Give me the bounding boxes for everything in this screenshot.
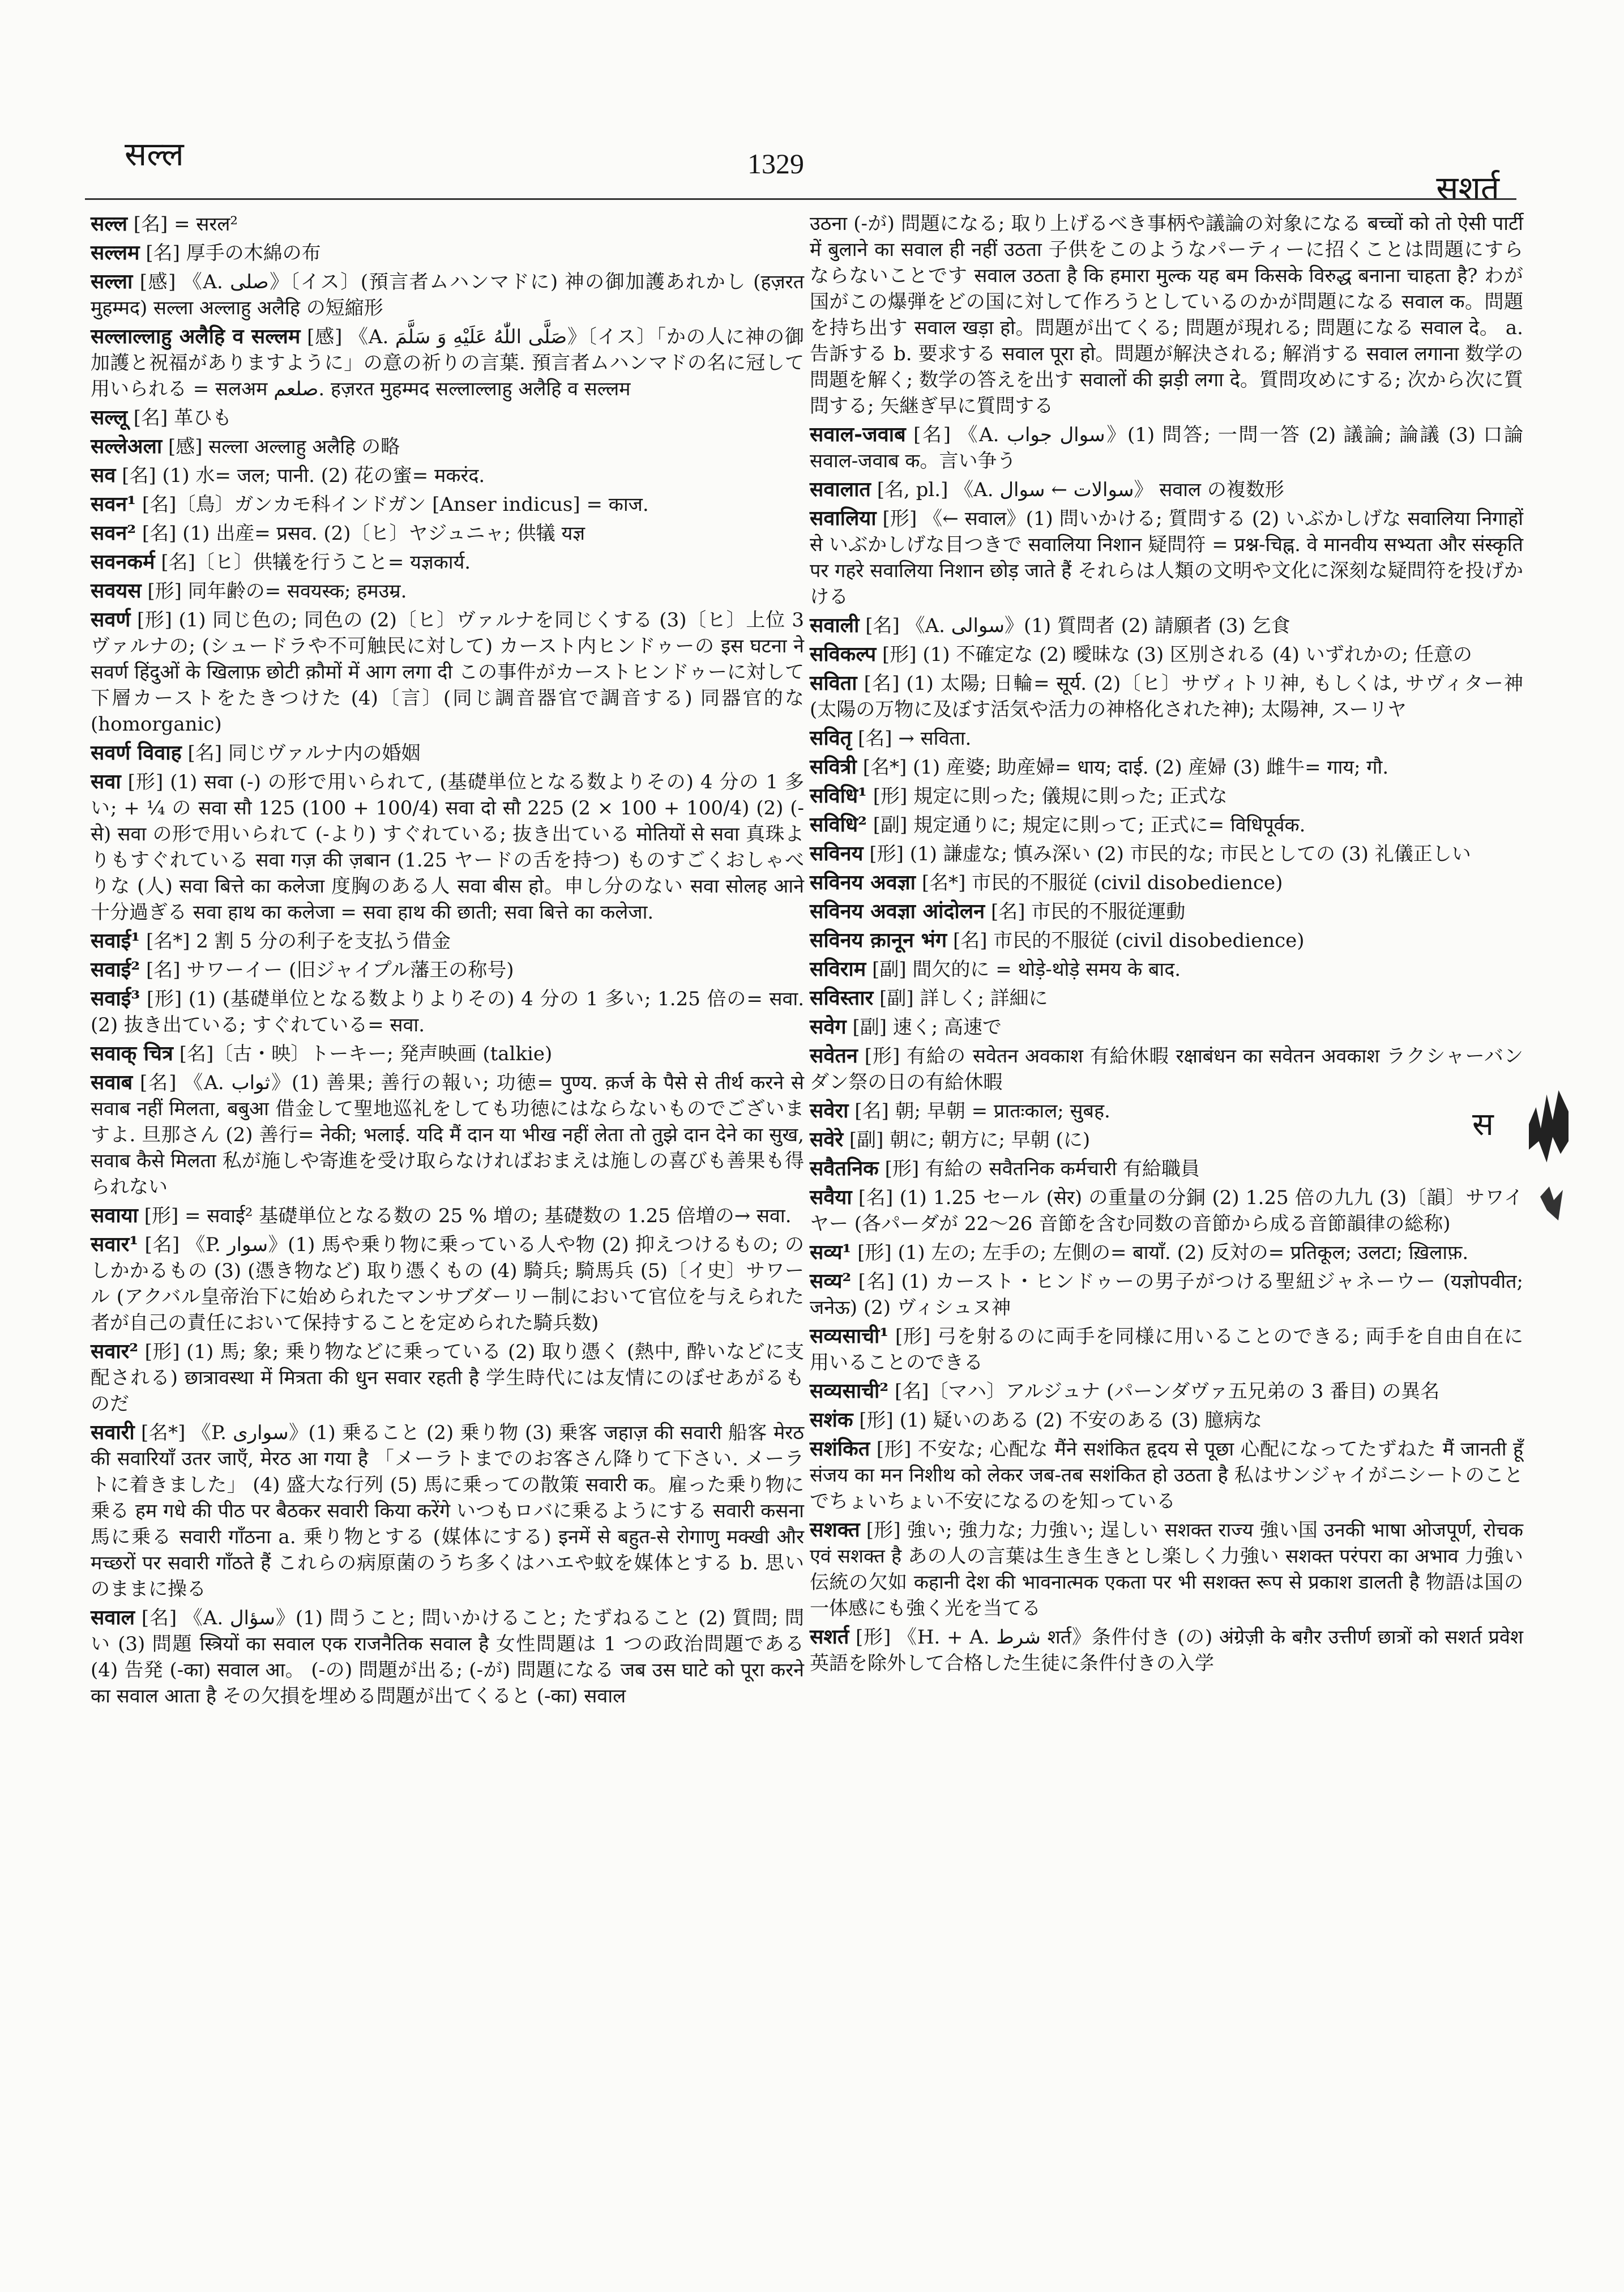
dictionary-entry xyxy=(810,1436,1523,1514)
entry-definition: [名*] 2 割 5 分の利子を支払う借金 xyxy=(146,930,451,953)
entry-headword: सवारी xyxy=(91,1420,135,1444)
dictionary-entry xyxy=(91,520,804,547)
entry-definition: [副] 速く; 高速で xyxy=(852,1016,1002,1039)
entry-definition: [感] 《A. صلى》〔イス〕(預言者ムハンマドに) 神の御加護あれかし (हज़रत मुहम्मद) सल्ला अल्लाहु अलैहि の短縮形 xyxy=(91,271,805,319)
entry-definition: [形] 強い; 強力な; 力強い; 逞しい सशक्त राज्य 強い国 उनकी भाषा ओजपूर्ण, रोचक एवं सशक्त है あの人の言葉は生き生きとし楽しく力強い सशक्त परंपरा का अभाव 力強い伝統の欠如 कहानी देश की भावनात्मक एकता पर भी सशक्त रूप से प्रकाश डालती है 物語は国の一体感にも強く光を当てる xyxy=(810,1519,1524,1620)
entry-headword: सवर्ण विवाह xyxy=(91,741,182,765)
thumb-index-tab-mark xyxy=(1540,1186,1563,1220)
dictionary-entry xyxy=(810,1155,1523,1182)
entry-headword: सवेरा xyxy=(810,1099,849,1122)
entry-definition: [名]〔鳥〕ガンカモ科インドガン [Anser indicus] = काज. xyxy=(142,493,649,516)
entry-definition: [名] (1) 太陽; 日輪= सूर्य. (2)〔ヒ〕サヴィトリ神, もしくは, サヴィター神 (太陽の万物に及ぼす活気や活力の神格化された神); 太陽神, スーリヤ xyxy=(810,672,1523,721)
dictionary-entry xyxy=(91,549,804,575)
dictionary-entry xyxy=(810,725,1523,752)
entry-headword: सवाई² xyxy=(91,958,140,981)
entry-headword: सशंक xyxy=(810,1408,853,1432)
entry-headword: सविस्तार xyxy=(810,986,874,1010)
entry-definition: [名] 《A. سؤال》(1) 問うこと; 問いかけること; たずねること (2) 質問; 問い (3) 問題 स्त्रियों का सवाल एक राजनैतिक सवाल है 女性問題は 1 つの政治問題である (4) 告発 (-का) सवाल आ。 (-の) 問題が出る; (-が) 問題になる जब उस घाटे को पूरा करने का सवाल आता है その欠損を埋める問題が出てくると (-का) सवाल xyxy=(91,1607,804,1708)
entry-headword: सवन² xyxy=(91,521,136,545)
entry-headword: सल्लू xyxy=(91,406,127,429)
entry-headword: सवर्ण xyxy=(91,608,131,631)
dictionary-entry xyxy=(91,462,804,489)
entry-definition: [名] 厚手の木綿の布 xyxy=(146,242,321,264)
entry-definition: [形] (1) 謙虚な; 慎み深い (2) 市民的な; 市民としての (3) 礼儀正しい xyxy=(869,843,1471,865)
dictionary-entry xyxy=(810,476,1523,503)
dictionary-entry xyxy=(91,1040,804,1067)
dictionary-entry xyxy=(810,1184,1523,1237)
dictionary-entry xyxy=(810,1268,1523,1321)
entry-definition: [形] 規定に則った; 儀規に則った; 正式な xyxy=(873,785,1228,808)
dictionary-entry xyxy=(91,928,804,954)
dictionary-entry xyxy=(810,641,1523,668)
entry-definition: [名] (1) 出産= प्रसव. (2)〔ヒ〕ヤジュニャ; 供犠 यज्ञ xyxy=(142,522,586,545)
entry-definition: उठना (-が) 問題になる; 取り上げるべき事柄や議論の対象になる बच्चों को तो ऐसी पार्टी में बुलाने का सवाल ही नहीं उठता 子供をこのようなパーティーに招くことは問題にすらならないことです सवाल उठता है कि हमारा मुल्क यह बम किसके विरुद्ध बनाना चाहता है? わが国がこの爆弾をどの国に対して作ろうとしているのかが問題になる सवाल क。問題を持ち出す सवाल खड़ा हो。問題が出てくる; 問題が現れる; 問題になる सवाल दे。 a. 告訴する b. 要求する सवाल पूरा हो。問題が解決される; 解消する सवाल लगाना 数学の問題を解く; 数学の答えを出す सवालों की झड़ी लगा दे。質問攻めにする; 次から次に質問する; 矢継ぎ早に質問する xyxy=(810,212,1523,417)
dictionary-entry xyxy=(91,1231,804,1336)
entry-definition: [形] (1) 疑いのある (2) 不安のある (3) 臆病な xyxy=(859,1409,1263,1432)
entry-definition: [名] 朝; 早朝 = प्रातःकाल; सुबह. xyxy=(854,1100,1110,1122)
entry-definition: [名] → सविता. xyxy=(858,727,972,750)
entry-definition: [名] 《P. سوار》(1) 馬や乗り物に乗っている人や物 (2) 抑えつけるもの; のしかかるもの (3) (憑き物など) 取り憑くもの (4) 騎兵; 騎馬兵 (5)〔イ史〕サワール (アクバル皇帝治下に始められたマンサブダーリー制において官位を与えられた者が自己の責任において保持することを定められた騎兵数) xyxy=(91,1234,804,1334)
entry-definition: [形] (1) 左の; 左手の; 左側の= बायाँ. (2) 反対の= प्रतिकूल; उलटा; ख़िलाफ़. xyxy=(857,1241,1469,1264)
entry-definition: [副] 朝に; 朝方に; 早朝 (に) xyxy=(849,1129,1091,1151)
entry-definition: [副] 詳しく; 詳細に xyxy=(879,987,1048,1010)
page-number: 1329 xyxy=(747,148,804,180)
thumb-index-tab xyxy=(1529,1090,1569,1175)
entry-definition: [名*] 市民的不服従 (civil disobedience) xyxy=(921,872,1283,894)
entry-definition: [形] 《← सवाल》(1) 問いかける; 質問する (2) いぶかしげな सवालिया निगाहों से いぶかしげな目つきで सवालिया निशान 疑問符 = प्रश्न-चिह्न. वे मानवीय सभ्यता और संस्कृति पर गहरे सवालिया निशान छोड़ जाते हैं それらは人類の文明や文化に深刻な疑問符を投げかける xyxy=(810,507,1524,608)
entry-definition: [名*] (1) 産婆; 助産婦= धाय; दाई. (2) 産婦 (3) 雌牛= गाय; गौ. xyxy=(862,756,1389,779)
entry-definition: [感] 《A. صَلَّى اللّٰهُ عَلَيْهِ وَ سَلَّمَ》〔イス〕「かの人に神の御加護と祝福がありますように」の意の祈りの言葉. 預言者ムハンマドの名に冠して用いられる = सलअम صلعم. हज़रत मुहम्मद सल्लाल्लाहु अलैहि व सल्लम xyxy=(91,326,804,400)
dictionary-entry xyxy=(91,607,804,737)
dictionary-entry xyxy=(810,1043,1523,1095)
entry-definition: [名] 《A. سوال جواب》(1) 問答; 一問一答 (2) 議論; 論議 (3) 口論 सवाल-जवाब क。言い争う xyxy=(810,424,1524,472)
entry-headword: सवाल xyxy=(91,1606,135,1629)
entry-headword: सवैतनिक xyxy=(810,1156,879,1180)
entry-definition: [名] 《A. ثواب》(1) 善果; 善行の報い; 功徳= पुण्य. क़र्ज के पैसे से तीर्थ करने से सवाब नहीं मिलता, बबुआ 借金して聖地巡礼をしても功徳にはならないものでございますよ. 旦那さん (2) 善行= नेकी; भलाई. यदि मैं दान या भीख नहीं लेता तो तुझे दान देने का सुख, सवाब कैसे मिलता 私が施しや寄進を受け取らなければおまえは施しの喜びも善果も得られない xyxy=(91,1072,804,1198)
dictionary-entry xyxy=(91,957,804,983)
entry-headword: सवा xyxy=(91,770,121,793)
dictionary-entry xyxy=(810,505,1523,610)
entry-headword: सशंकित xyxy=(810,1437,870,1461)
entry-definition: [形] 弓を射るのに両手を同様に用いることのできる; 両手を自由自在に用いることのできる xyxy=(810,1325,1523,1374)
entry-headword: सविनय अवज्ञा आंदोलन xyxy=(810,899,985,923)
dictionary-entry xyxy=(91,1338,804,1417)
entry-headword: सल्लाल्लाहु अलैहि व सल्लम xyxy=(91,325,301,348)
dictionary-entry xyxy=(91,1069,804,1200)
entry-definition: [名] 《A. سوالى》(1) 質問者 (2) 請願者 (3) 乞食 xyxy=(865,614,1290,637)
entry-definition: [形] 有給の सवेतन अवकाश 有給休暇 रक्षाबंधन का सवेतन अवकाश ラクシャーバンダン祭の日の有給休暇 xyxy=(810,1045,1524,1094)
entry-headword: सविनय क़ानून भंग xyxy=(810,928,947,952)
dictionary-entry xyxy=(91,1202,804,1229)
entry-definition: [名] (1) 1.25 セール (सेर) の重量の分銅 (2) 1.25 倍の九九 (3)〔韻〕サワイヤー (各パーダが 22〜26 音節を含む同数の音節から成る音節韻律の総称) xyxy=(810,1186,1523,1235)
entry-headword: सवनकर्म xyxy=(91,550,155,574)
dictionary-entry xyxy=(91,1604,804,1709)
dictionary-entry xyxy=(91,769,804,925)
entry-headword: सवितृ xyxy=(810,726,852,750)
dictionary-entry xyxy=(810,670,1523,723)
entry-headword: सवाली xyxy=(810,613,860,637)
entry-headword: सवाई¹ xyxy=(91,929,140,953)
entry-headword: सविकल्प xyxy=(810,642,877,666)
dictionary-entry xyxy=(810,869,1523,896)
dictionary-entry xyxy=(91,491,804,518)
entry-definition: [形] (1) 不確定な (2) 曖昧な (3) 区別される (4) いずれかの; 任意の xyxy=(882,643,1472,666)
entry-headword: सवाया xyxy=(91,1203,138,1227)
entry-definition: [名] = सरल² xyxy=(133,213,238,236)
left-running-headword: सल्ल xyxy=(125,135,184,173)
entry-definition: [名*] 《P. سوارى》(1) 乗ること (2) 乗り物 (3) 乗客 जहाज़ की सवारी 船客 मेरठ की सवारियाँ उतर जाएँ, मेरठ आ गया है 「メーラトまでのお客さん降りて下さい. メーラトに着きました」 (4) 盛大な行列 (5) 馬に乗っての散策 सवारी क。雇った乗り物に乗る हम गधे की पीठ पर बैठकर सवारी किया करेंगे いつもロバに乗るようにする सवारी कसना 馬に乗る सवारी गाँठना a. 乗り物とする (媒体にする) इनमें से बहुत-से रोगाणु मक्खी और मच्छरों पर सवारी गाँठते हैं これらの病原菌のうち多くはハエや蚊を媒体とする b. 思いのままに操る xyxy=(91,1422,804,1600)
entry-headword: सल्ला xyxy=(91,270,133,293)
dictionary-entry xyxy=(91,240,804,266)
entry-headword: सव्य² xyxy=(810,1269,852,1293)
entry-headword: सवन¹ xyxy=(91,492,136,516)
entry-headword: सवैया xyxy=(810,1185,852,1209)
dictionary-entry xyxy=(810,1098,1523,1124)
entry-headword: सवेतन xyxy=(810,1044,858,1068)
entry-definition: [形] (1) (基礎単位となる数よりよりその) 4 分の 1 多い; 1.25 倍の= सवा. (2) 抜き出ている; すぐれている= सवा. xyxy=(91,988,804,1036)
entry-definition: [感] सल्ला अल्लाहु अलैहि の略 xyxy=(168,436,400,458)
entry-headword: सवेग xyxy=(810,1015,847,1039)
dictionary-entry xyxy=(810,783,1523,809)
entry-definition: [形] 不安な; 心配な मैंने सशंकित हृदय से पूछा 心配になってたずねた मैं जानती हूँ संजय का मन निशीथ को लेकर जब-तब सशंकित हो उठता है 私はサンジャイがニシートのことでちょいちょい不安になるのを知っている xyxy=(810,1438,1524,1513)
dictionary-entry xyxy=(810,985,1523,1011)
entry-definition: [形] (1) सवा (-) の形で用いられて, (基礎単位となる数よりその) 4 分の 1 多い; + ¼ の सवा सौ 125 (100 + 100/4) सवा दो सौ 225 (2 × 100 + 100/4) (2) (-से) सवा の形で用いられて (-より) すぐれている; 抜き出ている मोतियों से सवा 真珠よりもすぐれている सवा गज़ की ज़बान (1.25 ヤードの舌を持つ) ものすごくおしゃべりな (人) सवा बित्ते का कलेजा 度胸のある人 सवा बीस हो。申し分のない सवा सोलह आने 十分過ぎる सवा हाथ का कलेजा = सवा हाथ की छाती; सवा बित्ते का कलेजा. xyxy=(91,771,804,924)
dictionary-entry xyxy=(810,1378,1523,1405)
entry-definition: [副] 規定通りに; 規定に則って; 正式に= विधिपूर्वक. xyxy=(873,814,1306,836)
entry-headword: सविनय अवज्ञा xyxy=(810,870,916,894)
dictionary-entry xyxy=(810,1323,1523,1376)
entry-headword: सव्यसाची¹ xyxy=(810,1324,889,1348)
entry-headword: सविनय xyxy=(810,842,864,865)
dictionary-entry xyxy=(91,211,804,237)
entry-headword: सशर्त xyxy=(810,1625,849,1649)
left-column xyxy=(91,211,804,1711)
entry-headword: सवाल-जवाब xyxy=(810,422,906,446)
dictionary-entry xyxy=(810,1624,1523,1676)
right-running-headword: सशर्त xyxy=(1436,169,1499,207)
entry-definition: [形] 同年齢の= सवयस्क; हमउम्र. xyxy=(147,580,407,603)
entry-definition: [名] 同じヴァルナ内の婚姻 xyxy=(187,742,421,765)
entry-headword: सवार¹ xyxy=(91,1232,139,1256)
entry-definition: [名]〔古・映〕トーキー; 発声映画 (talkie) xyxy=(179,1043,553,1065)
dictionary-entry xyxy=(810,421,1523,474)
entry-headword: सल्लेअला xyxy=(91,434,163,458)
dictionary-entry xyxy=(810,812,1523,838)
entry-headword: सव xyxy=(91,463,116,487)
entry-headword: सवेरे xyxy=(810,1128,844,1151)
dictionary-entry xyxy=(91,740,804,766)
dictionary-entry xyxy=(91,1419,804,1602)
dictionary-entry xyxy=(810,840,1523,867)
entry-definition: [名]〔マハ〕アルジュナ (パーンダヴァ五兄弟の 3 番目) の異名 xyxy=(894,1380,1440,1403)
right-column xyxy=(810,211,1523,1679)
entry-headword: सविता xyxy=(810,671,857,695)
entry-definition: [名] 市民的不服従 (civil disobedience) xyxy=(952,929,1305,952)
entry-definition: [形] (1) 馬; 象; 乗り物などに乗っている (2) 取り憑く (熱中, 酔いなどに支配される) छात्रावस्था में मित्रता की धुन सवार रहती है 学生時代には友情にのぼせあがるものだ xyxy=(91,1341,804,1415)
entry-headword: सविधि² xyxy=(810,813,867,836)
entry-headword: सवार² xyxy=(91,1339,139,1363)
dictionary-entry xyxy=(810,1014,1523,1040)
entry-definition: [副] 間欠的に = थोड़े-थोड़े समय के बाद. xyxy=(872,958,1181,981)
entry-definition: [形] 《H. + A. شرط शर्त》条件付き (の) अंग्रेज़ी के बग़ैर उत्तीर्ण छात्रों को सशर्त प्रवेश 英語を除外して合格した生徒に条件付きの入学 xyxy=(810,1626,1523,1675)
entry-headword: सवाई³ xyxy=(91,987,140,1010)
dictionary-entry xyxy=(810,1126,1523,1153)
dictionary-entry xyxy=(91,433,804,460)
page-header xyxy=(85,113,1499,207)
entry-headword: सवाब xyxy=(91,1070,133,1094)
dictionary-entry xyxy=(810,927,1523,954)
entry-headword: सवयस xyxy=(91,579,142,603)
dictionary-entry xyxy=(810,898,1523,925)
dictionary-entry xyxy=(91,985,804,1038)
dictionary-entry xyxy=(810,1517,1523,1621)
entry-headword: सवालात xyxy=(810,477,871,501)
dictionary-entry xyxy=(810,612,1523,639)
entry-headword: सवित्री xyxy=(810,755,857,779)
entry-definition: [形] = सवाई² 基礎単位となる数の 25 % 増の; 基礎数の 1.25 倍増の→ सवा. xyxy=(144,1205,792,1227)
entry-headword: सविराम xyxy=(810,957,866,981)
entry-headword: सशक्त xyxy=(810,1518,860,1542)
entry-headword: सविधि¹ xyxy=(810,784,867,808)
entry-definition: [名]〔ヒ〕供犠を行うこと= यज्ञकार्य. xyxy=(161,551,471,574)
entry-headword: सल्ल xyxy=(91,212,127,236)
dictionary-entry xyxy=(91,578,804,604)
entry-definition: [名, pl.] 《A. سوالات ← سوال》 सवाल の複数形 xyxy=(877,479,1284,501)
entry-definition: [名] (1) 水= जल; पानी. (2) 花の蜜= मकरंद. xyxy=(122,464,485,487)
entry-definition: [名] サワーイー (旧ジャイプル藩王の称号) xyxy=(146,959,514,981)
dictionary-entry xyxy=(91,404,804,431)
entry-definition: [名] 市民的不服従運動 xyxy=(990,900,1186,923)
entry-headword: सव्य¹ xyxy=(810,1240,852,1264)
entry-headword: सल्लम xyxy=(91,241,140,264)
dictionary-entry xyxy=(810,1239,1523,1266)
entry-headword: सवालिया xyxy=(810,506,877,530)
entry-headword: सव्यसाची² xyxy=(810,1379,889,1403)
entry-definition: [形] (1) 同じ色の; 同色の (2)〔ヒ〕ヴァルナを同じくする (3)〔ヒ〕上位 3 ヴァルナの; (シュードラや不可触民に対して) カースト内ヒンドゥーの इस घटना ने सवर्ण हिंदुओं के खिलाफ़ छोटी क़ौमों में आग लगा दी この事件がカーストヒンドゥーに対して下層カーストをたきつけた (4)〔言〕(同じ調音器官で調音する) 同器官的な (homorganic) xyxy=(91,609,805,736)
dictionary-entry xyxy=(91,268,804,321)
dictionary-entry xyxy=(810,1407,1523,1433)
entry-definition: [形] 有給の सवैतनिक कर्मचारी 有給職員 xyxy=(884,1158,1200,1180)
entry-definition: [名] 革ひも xyxy=(133,407,232,429)
dictionary-entry xyxy=(810,956,1523,983)
thumb-index-letter: स xyxy=(1472,1106,1494,1143)
entry-definition: [名] (1) カースト・ヒンドゥーの男子がつける聖紐ジャネーウー (यज्ञोपवीत; जनेऊ) (2) ヴィシュヌ神 xyxy=(810,1270,1523,1319)
header-rule xyxy=(85,198,1516,200)
dictionary-entry xyxy=(91,323,804,402)
dictionary-entry xyxy=(810,211,1523,419)
dictionary-entry xyxy=(810,754,1523,780)
entry-headword: सवाक् चित्र xyxy=(91,1042,173,1065)
